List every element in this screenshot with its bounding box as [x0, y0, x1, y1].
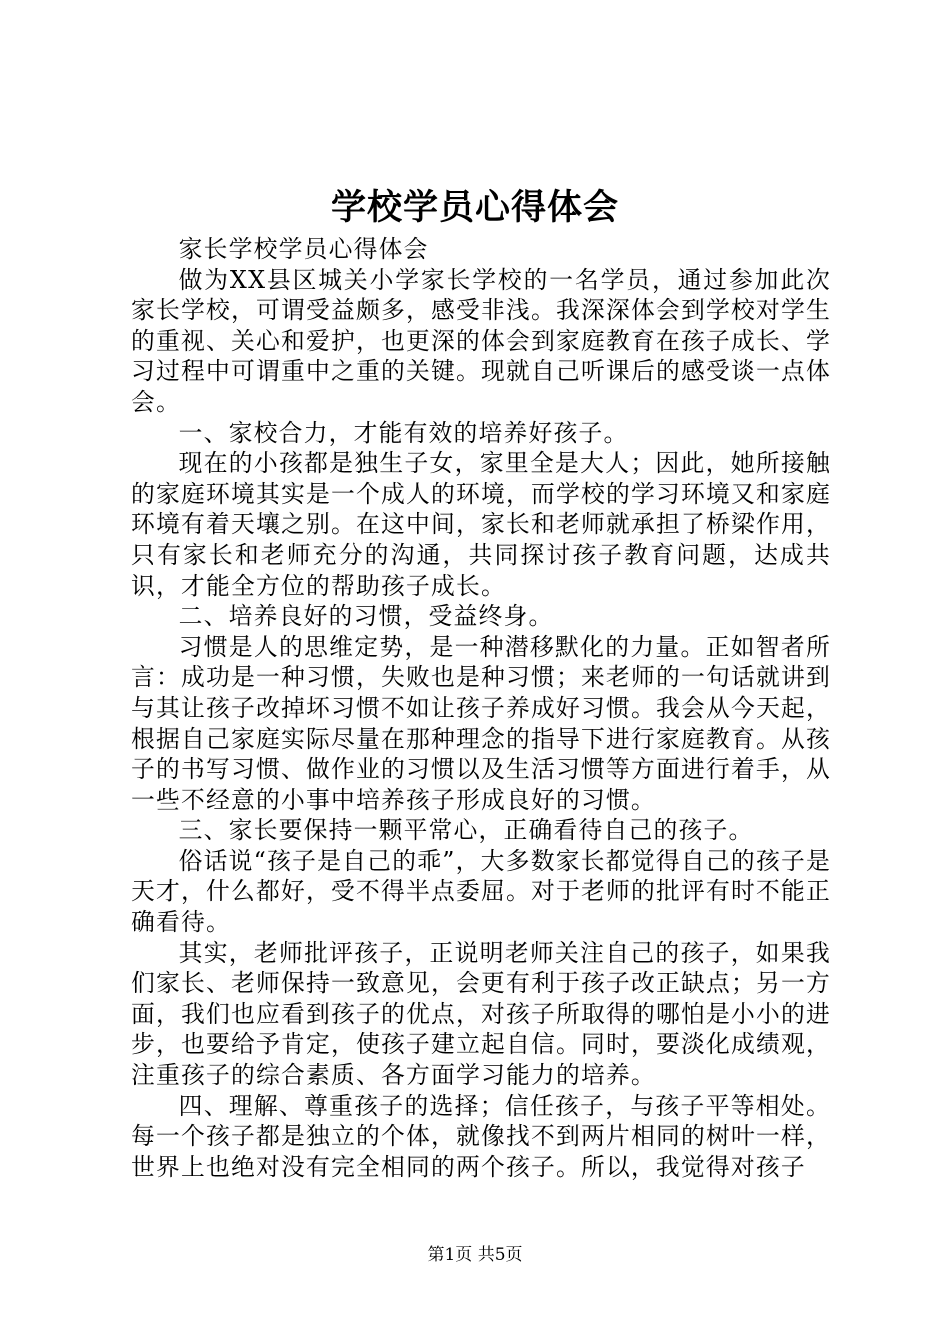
section-heading-1: 一、家校合力，才能有效的培养好孩子。: [178, 418, 629, 447]
paragraph-subtitle: 家长学校学员心得体会: [178, 235, 429, 263]
section-heading-3: 三、家长要保持一颗平常心，正确看待自己的孩子。: [178, 816, 754, 845]
paragraph-intro: 做为XX县区城关小学家长学校的一名学员，通过参加此次家长学校，可谓受益颇多，感受非浅。我深深体会到学校对学生的重视、关心和爱护，也更深的体会到家庭教育在孩子成长、学习过程中可谓重中之重的关键。现就自己听课后的感受谈一点体会。: [131, 265, 831, 416]
paragraph-section-2: 习惯是人的思维定势，是一种潜移默化的力量。正如智者所言：成功是一种习惯，失败也是种习惯；来老师的一句话就讲到与其让孩子改掉坏习惯不如让孩子养成好习惯。我会从今天起，根据自己家庭实际尽量在那种理念的指导下进行家庭教育。从孩子的书写习惯、做作业的习惯以及生活习惯等方面进行着手，从一些不经意的小事中培养孩子形成良好的习惯。: [131, 632, 831, 814]
paragraph-section-4: 四、理解、尊重孩子的选择；信任孩子，与孩子平等相处。每一个孩子都是独立的个体，就像找不到两片相同的树叶一样，世界上也绝对没有完全相同的两个孩子。所以，我觉得对孩子: [131, 1091, 831, 1181]
paragraph-section-3a: 俗话说“孩子是自己的乖”，大多数家长都觉得自己的孩子是天才，什么都好，受不得半点委屈。对于老师的批评有时不能正确看待。: [131, 846, 831, 937]
document-body: [131, 234, 831, 1182]
section-heading-2: 二、培养良好的习惯，受益终身。: [178, 602, 554, 631]
page-title: 学校学员心得体会: [330, 187, 619, 228]
paragraph-section-1: 现在的小孩都是独生子女，家里全是大人；因此，她所接触的家庭环境其实是一个成人的环境，而学校的学习环境又和家庭环境有着天壤之别。在这中间，家长和老师就承担了桥梁作用，只有家长和老师充分的沟通，共同探讨孩子教育问题，达成共识，才能全方位的帮助孩子成长。: [131, 449, 831, 600]
paragraph-section-3b: 其实，老师批评孩子，正说明老师关注自己的孩子，如果我们家长、老师保持一致意见，会更有利于孩子改正缺点；另一方面，我们也应看到孩子的优点，对孩子所取得的哪怕是小小的进步，也要给予肯定，使孩子建立起自信。同时，要淡化成绩观，注重孩子的综合素质、各方面学习能力的培养。: [131, 938, 831, 1090]
page-footer: 第1页 共5页: [427, 1245, 523, 1265]
